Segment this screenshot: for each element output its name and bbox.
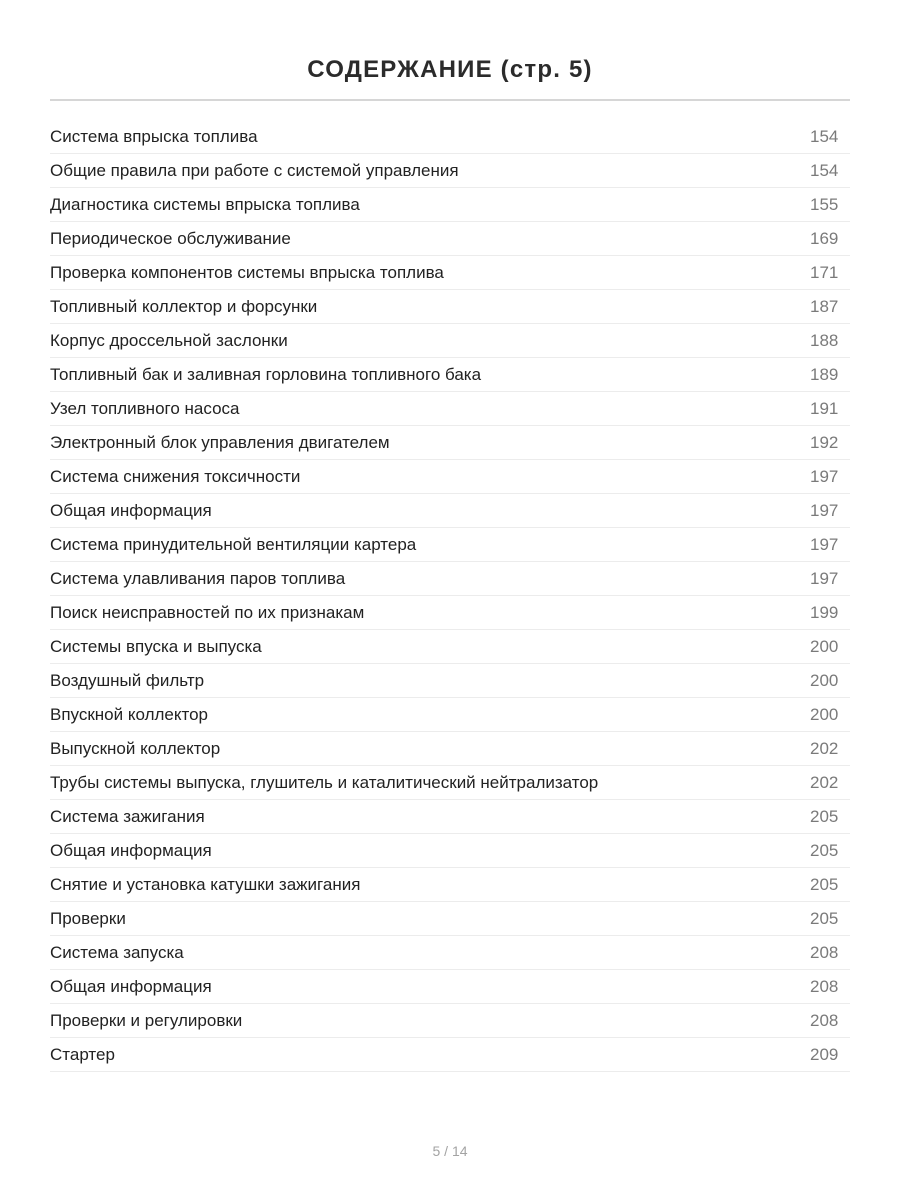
- toc-entry-page: 200: [810, 704, 839, 724]
- table-of-contents: [50, 120, 850, 1072]
- page-title: СОДЕРЖАНИЕ (стр. 5): [307, 56, 593, 84]
- toc-entry-title: Система улавливания паров топлива: [50, 568, 346, 588]
- toc-entry[interactable]: [50, 222, 850, 256]
- toc-entry-title: Топливный бак и заливная горловина топливного бака: [50, 364, 482, 384]
- toc-entry-title: Система запуска: [50, 942, 184, 962]
- toc-entry-title: Снятие и установка катушки зажигания: [50, 874, 361, 894]
- toc-entry-page: 205: [810, 840, 839, 860]
- toc-entry-title: Трубы системы выпуска, глушитель и каталитический нейтрализатор: [50, 772, 599, 792]
- toc-entry-page: 189: [810, 364, 839, 384]
- toc-entry-title: Система зажигания: [50, 806, 205, 826]
- toc-entry[interactable]: [50, 902, 850, 936]
- toc-entry-page: 208: [810, 976, 839, 996]
- toc-entry[interactable]: [50, 834, 850, 868]
- toc-entry[interactable]: [50, 664, 850, 698]
- toc-entry-title: Поиск неисправностей по их признакам: [50, 602, 365, 622]
- toc-entry-title: Общая информация: [50, 500, 212, 520]
- toc-entry[interactable]: [50, 188, 850, 222]
- toc-entry-title: Общая информация: [50, 976, 212, 996]
- page-number: 5 / 14: [432, 1143, 468, 1159]
- toc-entry-page: 188: [810, 330, 839, 350]
- toc-entry[interactable]: [50, 358, 850, 392]
- toc-entry[interactable]: [50, 528, 850, 562]
- toc-entry[interactable]: [50, 970, 850, 1004]
- toc-entry-page: 191: [810, 398, 839, 418]
- toc-entry[interactable]: [50, 256, 850, 290]
- toc-entry-page: 205: [810, 908, 839, 928]
- toc-entry-title: Корпус дроссельной заслонки: [50, 330, 288, 350]
- toc-entry[interactable]: [50, 290, 850, 324]
- toc-entry-page: 187: [810, 296, 839, 316]
- toc-entry[interactable]: [50, 460, 850, 494]
- toc-entry[interactable]: [50, 562, 850, 596]
- toc-entry[interactable]: [50, 868, 850, 902]
- toc-entry-title: Проверка компонентов системы впрыска топлива: [50, 262, 444, 282]
- toc-entry[interactable]: [50, 154, 850, 188]
- toc-entry[interactable]: [50, 494, 850, 528]
- toc-entry[interactable]: [50, 936, 850, 970]
- title-divider: [50, 99, 850, 101]
- toc-entry-page: 192: [810, 432, 839, 452]
- toc-entry[interactable]: [50, 596, 850, 630]
- toc-entry-page: 200: [810, 670, 839, 690]
- toc-entry-page: 154: [810, 160, 839, 180]
- toc-entry-title: Система снижения токсичности: [50, 466, 301, 486]
- toc-entry-page: 205: [810, 806, 839, 826]
- toc-entry-page: 197: [810, 534, 839, 554]
- toc-entry[interactable]: [50, 392, 850, 426]
- toc-entry-title: Узел топливного насоса: [50, 398, 240, 418]
- toc-entry-page: 197: [810, 466, 839, 486]
- toc-entry-page: 205: [810, 874, 839, 894]
- toc-entry[interactable]: [50, 1038, 850, 1072]
- toc-entry-title: Стартер: [50, 1044, 115, 1064]
- toc-entry[interactable]: [50, 426, 850, 460]
- toc-entry[interactable]: [50, 630, 850, 664]
- toc-entry-page: 200: [810, 636, 839, 656]
- toc-entry-page: 197: [810, 568, 839, 588]
- toc-entry-title: Электронный блок управления двигателем: [50, 432, 390, 452]
- toc-entry[interactable]: [50, 766, 850, 800]
- toc-entry[interactable]: [50, 698, 850, 732]
- toc-entry-page: 202: [810, 772, 839, 792]
- toc-entry[interactable]: [50, 324, 850, 358]
- toc-entry-title: Воздушный фильтр: [50, 670, 205, 690]
- toc-entry-page: 208: [810, 1010, 839, 1030]
- toc-entry-title: Общая информация: [50, 840, 212, 860]
- toc-entry-page: 199: [810, 602, 839, 622]
- toc-entry-page: 197: [810, 500, 839, 520]
- toc-entry-title: Диагностика системы впрыска топлива: [50, 194, 360, 214]
- toc-entry-title: Топливный коллектор и форсунки: [50, 296, 318, 316]
- toc-entry-title: Проверки и регулировки: [50, 1010, 243, 1030]
- toc-entry-page: 209: [810, 1044, 839, 1064]
- toc-entry-title: Система принудительной вентиляции картера: [50, 534, 417, 554]
- toc-entry-title: Общие правила при работе с системой управления: [50, 160, 459, 180]
- toc-entry-title: Выпускной коллектор: [50, 738, 221, 758]
- toc-entry-page: 171: [810, 262, 839, 282]
- toc-entry-title: Система впрыска топлива: [50, 126, 258, 146]
- toc-entry-title: Впускной коллектор: [50, 704, 208, 724]
- toc-entry-title: Проверки: [50, 908, 126, 928]
- toc-entry-page: 208: [810, 942, 839, 962]
- toc-entry-title: Системы впуска и выпуска: [50, 636, 262, 656]
- toc-entry[interactable]: [50, 732, 850, 766]
- toc-entry[interactable]: [50, 1004, 850, 1038]
- toc-entry-page: 155: [810, 194, 839, 214]
- toc-entry[interactable]: [50, 120, 850, 154]
- toc-entry-title: Периодическое обслуживание: [50, 228, 291, 248]
- toc-entry[interactable]: [50, 800, 850, 834]
- toc-entry-page: 169: [810, 228, 839, 248]
- toc-entry-page: 154: [810, 126, 839, 146]
- toc-entry-page: 202: [810, 738, 839, 758]
